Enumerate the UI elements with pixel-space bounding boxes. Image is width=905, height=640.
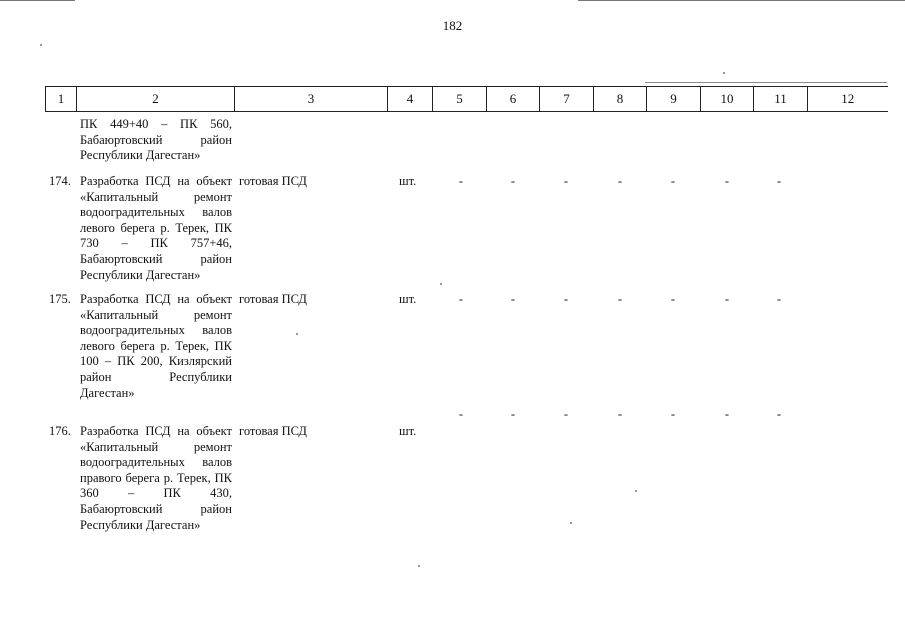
row-dash-col9: - (670, 292, 676, 306)
column-header-7: 7 (540, 87, 594, 112)
row-dash-col10: - (724, 407, 730, 421)
row-unit: шт. (399, 292, 417, 306)
row-description: Разработка ПСД на объект «Капитальный ремонт водооградительных валов левого берега р. Терек, ПК 100 – ПК 200, Кизлярский район Республики Дагестан» (80, 292, 232, 400)
scan-speck (296, 333, 298, 335)
continuation-description: ПК 449+40 – ПК 560, Бабаюртовский район Республики Дагестан» (80, 117, 232, 163)
scan-speck (570, 522, 572, 524)
row-number: 174. (49, 174, 71, 188)
top-edge-line-left (0, 0, 75, 1)
row-dash-col11: - (776, 174, 782, 188)
column-header-11: 11 (754, 87, 808, 112)
column-header-12: 12 (808, 87, 888, 112)
scan-speck (40, 44, 42, 46)
row-dash-col5: - (458, 292, 464, 306)
column-header-6: 6 (487, 87, 540, 112)
row-dash-col6: - (510, 407, 516, 421)
row-unit: шт. (399, 424, 417, 438)
column-header-2: 2 (77, 87, 235, 112)
row-result: готовая ПСД (239, 424, 307, 438)
row-description: Разработка ПСД на объект «Капитальный ремонт водооградительных валов правого берега р. Терек, ПК 360 – ПК 430, Бабаюртовский район Республики Дагестан» (80, 424, 232, 532)
column-header-8: 8 (594, 87, 647, 112)
row-dash-col7: - (563, 174, 569, 188)
scan-speck (440, 283, 442, 285)
row-dash-col10: - (724, 174, 730, 188)
row-dash-col8: - (617, 174, 623, 188)
row-dash-col9: - (670, 407, 676, 421)
scan-speck (418, 565, 420, 567)
column-header-1: 1 (46, 87, 77, 112)
row-description: Разработка ПСД на объект «Капитальный ремонт водооградительных валов левого берега р. Терек, ПК 730 – ПК 757+46, Бабаюртовский район Республики Дагестан» (80, 174, 232, 282)
header-top-line (645, 82, 887, 83)
scan-speck (635, 490, 637, 492)
scan-speck (723, 72, 725, 74)
row-result: готовая ПСД (239, 174, 307, 188)
row-dash-col8: - (617, 292, 623, 306)
row-dash-col6: - (510, 174, 516, 188)
column-header-3: 3 (235, 87, 388, 112)
page-number: 182 (442, 18, 463, 33)
row-dash-col11: - (776, 292, 782, 306)
row-dash-col5: - (458, 407, 464, 421)
row-dash-col5: - (458, 174, 464, 188)
column-header-10: 10 (701, 87, 754, 112)
row-number: 175. (49, 292, 71, 306)
row-dash-col10: - (724, 292, 730, 306)
row-unit: шт. (399, 174, 417, 188)
row-dash-col11: - (776, 407, 782, 421)
row-dash-col9: - (670, 174, 676, 188)
column-header-5: 5 (433, 87, 487, 112)
row-dash-col7: - (563, 407, 569, 421)
row-dash-col7: - (563, 292, 569, 306)
column-header-4: 4 (388, 87, 433, 112)
row-dash-col6: - (510, 292, 516, 306)
row-number: 176. (49, 424, 71, 438)
column-header-9: 9 (647, 87, 701, 112)
column-header-row (45, 86, 888, 112)
row-dash-col8: - (617, 407, 623, 421)
row-result: готовая ПСД (239, 292, 307, 306)
top-edge-line-right (578, 0, 905, 1)
